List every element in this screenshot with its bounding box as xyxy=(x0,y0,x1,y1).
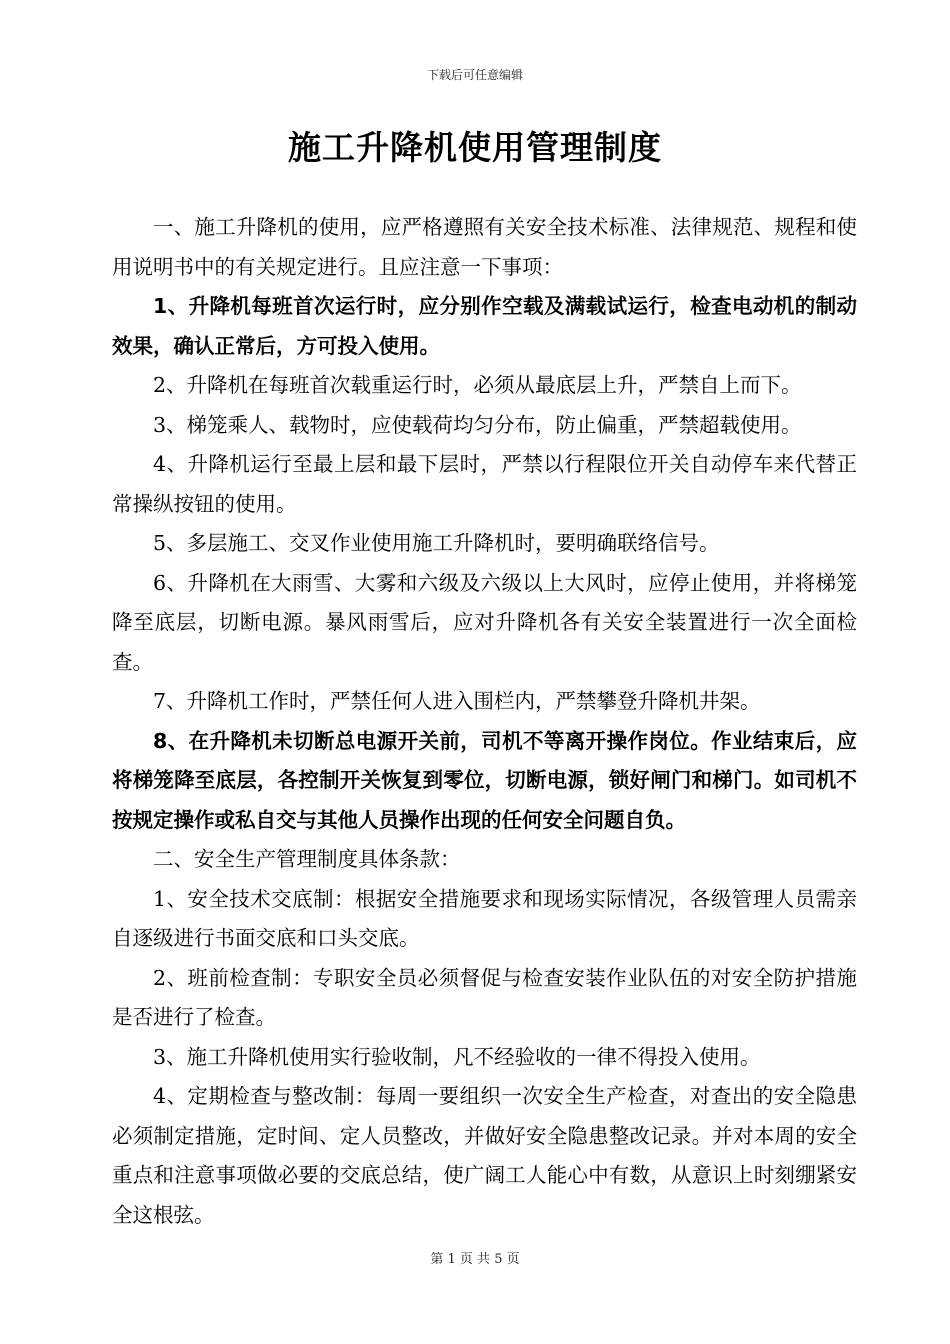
paragraph-item-7: 7、升降机工作时，严禁任何人进入围栏内，严禁攀登升降机井架。 xyxy=(153,689,761,713)
section-heading-2: 二、安全生产管理制度具体条款： xyxy=(153,847,461,871)
paragraph-item-8: 8、在升降机未切断总电源开关前，司机不等离开操作岗位。作业结束后，应将梯笼降至底层，各控制开关恢复到零位，切断电源，锁好闸门和梯门。如司机不按规定操作或私自交与其他人员操作出现的任何安全问题自负。 xyxy=(112,728,857,832)
page-number-footer: 第 1 页 共 5 页 xyxy=(430,1252,520,1267)
paragraph-clause-3: 3、施工升降机使用实行验收制，凡不经验收的一律不得投入使用。 xyxy=(153,1044,761,1069)
paragraph-item-4: 4、升降机运行至最上层和最下层时，严禁以行程限位开关自动停车来代替正常操纵按钮的使用。 xyxy=(112,452,857,516)
document-body xyxy=(112,208,857,1235)
header-note: 下载后可任意编辑 xyxy=(426,68,523,82)
paragraph-item-3: 3、梯笼乘人、载物时，应使载荷均匀分布，防止偏重，严禁超载使用。 xyxy=(153,412,802,437)
page-title: 施工升降机使用管理制度 xyxy=(288,128,662,167)
paragraph-intro: 一、施工升降机的使用，应严格遵照有关安全技术标准、法律规范、规程和使用说明书中的有关规定进行。且应注意一下事项： xyxy=(112,215,857,279)
paragraph-item-2: 2、升降机在每班首次载重运行时，必须从最底层上升，严禁自上而下。 xyxy=(153,373,802,397)
paragraph-clause-1: 1、安全技术交底制：根据安全措施要求和现场实际情况，各级管理人员需亲自逐级进行书面交底和口头交底。 xyxy=(112,886,857,950)
paragraph-item-6: 6、升降机在大雨雪、大雾和六级及六级以上大风时，应停止使用，并将梯笼降至底层，切断电源。暴风雨雪后，应对升降机各有关安全装置进行一次全面检查。 xyxy=(112,570,857,674)
paragraph-clause-2: 2、班前检查制：专职安全员必须督促与检查安装作业队伍的对安全防护措施是否进行了检查。 xyxy=(112,965,857,1029)
paragraph-clause-4: 4、定期检查与整改制：每周一要组织一次安全生产检查，对查出的安全隐患必须制定措施，定时间、定人员整改，并做好安全隐患整改记录。并对本周的安全重点和注意事项做必要的交底总结，使广阔工人能心中有数，从意识上时刻绷紧安全这根弦。 xyxy=(112,1084,857,1227)
paragraph-item-5: 5、多层施工、交叉作业使用施工升降机时，要明确联络信号。 xyxy=(153,531,720,555)
paragraph-item-1: 1、升降机每班首次运行时，应分别作空载及满载试运行，检查电动机的制动效果，确认正常后，方可投入使用。 xyxy=(112,294,857,358)
